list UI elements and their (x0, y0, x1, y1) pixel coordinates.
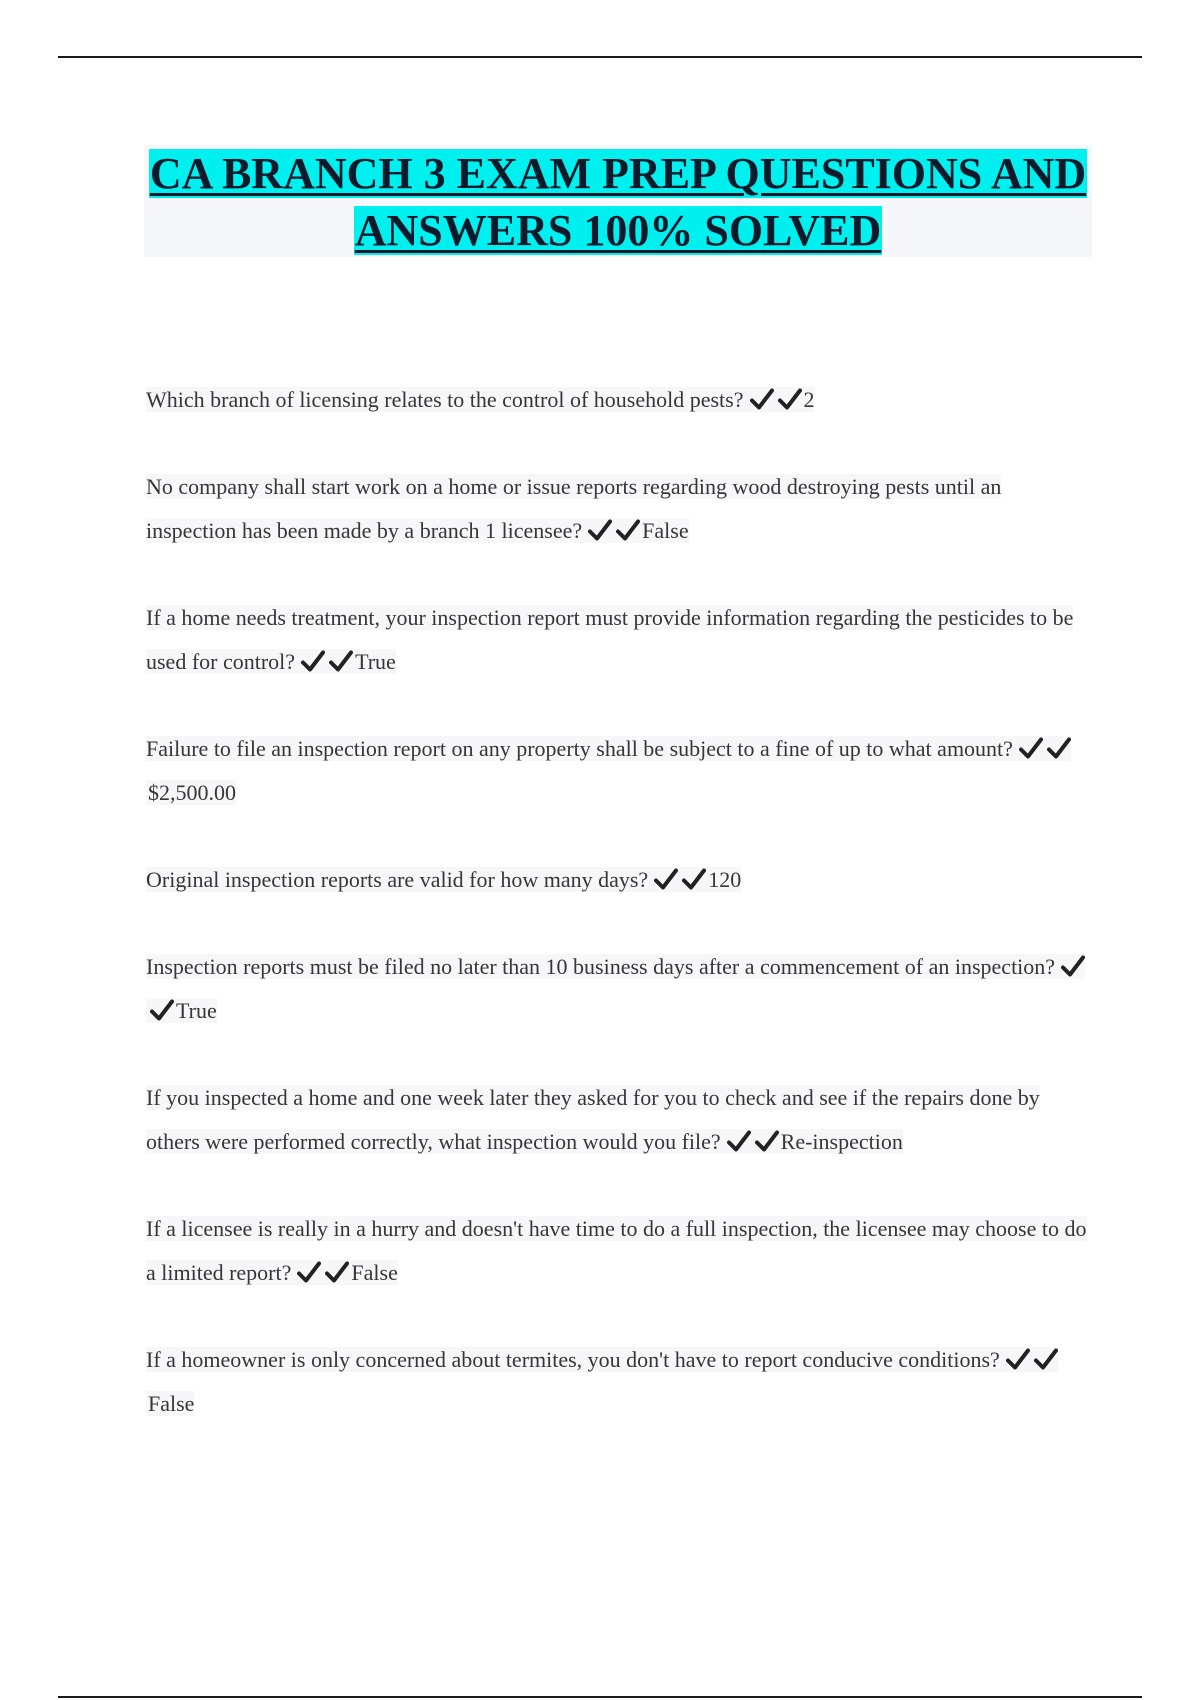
answer-text: False (351, 1260, 398, 1285)
check-mark-icon (654, 867, 678, 891)
check-mark-icon (1019, 736, 1043, 760)
check-mark-icon (588, 518, 612, 542)
question-text: Which branch of licensing relates to the control of household pests? (146, 387, 744, 412)
qa-item-5 (146, 858, 1096, 902)
qa-list (146, 378, 1096, 1469)
qa-item-8 (146, 1207, 1096, 1295)
check-mark-icon (755, 1129, 779, 1153)
qa-text (146, 736, 1071, 805)
check-mark-icon (778, 387, 802, 411)
top-rule (58, 56, 1142, 58)
title-block (144, 145, 1092, 257)
qa-item-3 (146, 596, 1096, 684)
question-text: If a home needs treatment, your inspection report must provide information regarding the pesticides to be used for control? (146, 605, 1074, 674)
answer-text: 120 (708, 867, 742, 892)
check-mark-icon (682, 867, 706, 891)
check-mark-icon (325, 1260, 349, 1284)
check-mark-icon (301, 649, 325, 673)
answer-text: Re-inspection (780, 1129, 903, 1154)
question-text: If a licensee is really in a hurry and doesn't have time to do a full inspection, the licensee may choose to do a limited report? (146, 1216, 1087, 1285)
qa-text (146, 1347, 1058, 1416)
check-mark-icon (1047, 736, 1071, 760)
answer-text: True (176, 998, 217, 1023)
qa-item-7 (146, 1076, 1096, 1164)
check-mark-icon (329, 649, 353, 673)
bottom-rule (58, 1696, 1142, 1698)
answer-text: False (148, 1391, 195, 1416)
qa-text (146, 605, 1073, 674)
question-text: Inspection reports must be filed no later than 10 business days after a commencement of an inspection? (146, 954, 1056, 979)
answer-text: $2,500.00 (148, 780, 236, 805)
qa-text (146, 387, 815, 412)
check-mark-icon (1006, 1347, 1030, 1371)
qa-text (146, 1085, 1040, 1154)
qa-text (146, 1216, 1087, 1285)
qa-item-2 (146, 465, 1096, 553)
question-text: Original inspection reports are valid for how many days? (146, 867, 649, 892)
question-text: If you inspected a home and one week later they asked for you to check and see if the repairs done by others were performed correctly, what inspection would you file? (146, 1085, 1040, 1154)
qa-text (146, 867, 741, 892)
page-title: CA BRANCH 3 EXAM PREP QUESTIONS AND ANSWERS 100% SOLVED (149, 149, 1087, 255)
answer-text: True (355, 649, 396, 674)
answer-text: False (642, 518, 689, 543)
answer-text: 2 (803, 387, 815, 412)
question-text: No company shall start work on a home or issue reports regarding wood destroying pests until an inspection has been made by a branch 1 licensee? (146, 474, 1002, 543)
check-mark-icon (297, 1260, 321, 1284)
qa-item-6 (146, 945, 1096, 1033)
qa-item-1 (146, 378, 1096, 422)
qa-text (146, 954, 1085, 1023)
qa-text (146, 474, 1001, 543)
check-mark-icon (1061, 954, 1085, 978)
check-mark-icon (150, 998, 174, 1022)
check-mark-icon (750, 387, 774, 411)
check-mark-icon (1034, 1347, 1058, 1371)
question-text: Failure to file an inspection report on any property shall be subject to a fine of up to what amount? (146, 736, 1013, 761)
qa-item-4 (146, 727, 1096, 815)
check-mark-icon (616, 518, 640, 542)
qa-item-9 (146, 1338, 1096, 1426)
question-text: If a homeowner is only concerned about termites, you don't have to report conducive conditions? (146, 1347, 1000, 1372)
check-mark-icon (727, 1129, 751, 1153)
